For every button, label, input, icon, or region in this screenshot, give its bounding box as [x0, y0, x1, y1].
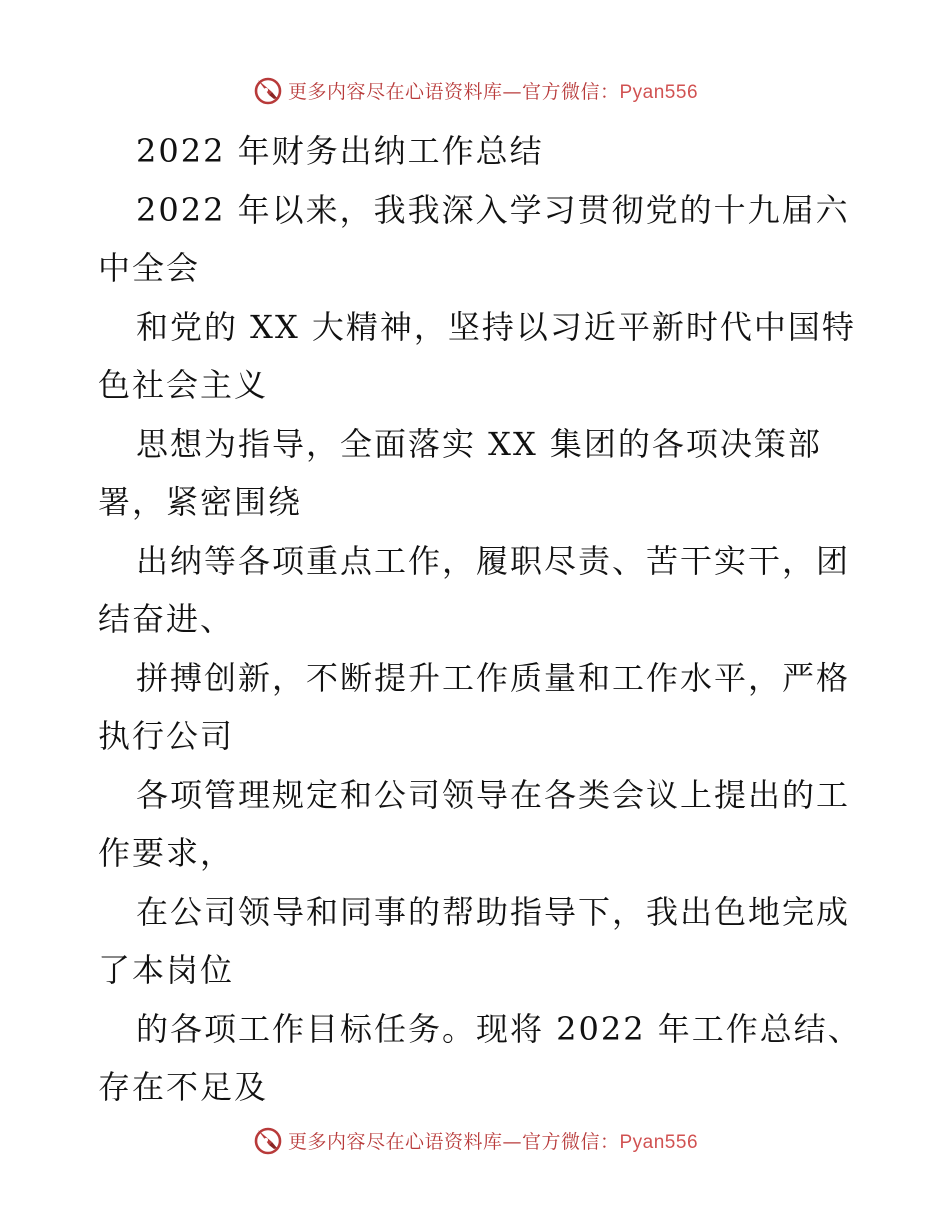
- paragraph-line: 中全会: [98, 249, 201, 287]
- header-banner-label: 更多内容尽在心语资料库—官方微信：: [287, 80, 620, 103]
- paragraph-line: 拼搏创新，不断提升工作质量和工作水平，严格: [136, 658, 851, 697]
- paragraph-line: 署，紧密围绕: [98, 483, 303, 521]
- header-banner-text: [288, 77, 698, 104]
- paragraph-line: 结奋进、: [98, 600, 235, 638]
- paragraph-line: 了本岗位: [98, 951, 235, 989]
- header-watermark-banner: [0, 70, 950, 110]
- paragraph-line: 各项管理规定和公司领导在各类会议上提出的工: [136, 775, 851, 814]
- paragraph-line: 存在不足及: [98, 1068, 269, 1106]
- footer-watermark-banner: [0, 1120, 950, 1160]
- header-banner-account: Pyan556: [619, 81, 699, 103]
- document-title: 2022 年财务出纳工作总结: [136, 132, 544, 170]
- paragraph-line: 出纳等各项重点工作，履职尽责、苦干实干，团: [136, 541, 851, 580]
- paragraph-line: 2022 年以来，我我深入学习贯彻党的十九届六: [136, 190, 850, 229]
- paragraph-line: 思想为指导，全面落实 XX 集团的各项决策部: [136, 424, 822, 463]
- paragraph-line: 的各项工作目标任务。现将 2022 年工作总结、: [136, 1009, 862, 1048]
- paragraph-line: 作要求，: [98, 834, 235, 872]
- red-pen-circle-logo-icon: [252, 1124, 284, 1156]
- footer-banner-account: Pyan556: [619, 1131, 699, 1153]
- paragraph-line: 和党的 XX 大精神，坚持以习近平新时代中国特: [136, 307, 856, 346]
- footer-banner-label: 更多内容尽在心语资料库—官方微信：: [287, 1130, 620, 1153]
- paragraph-line: 执行公司: [98, 717, 235, 755]
- red-pen-circle-logo-icon: [252, 74, 284, 106]
- paragraph-line: 在公司领导和同事的帮助指导下，我出色地完成: [136, 892, 851, 931]
- paragraph-line: 色社会主义: [98, 366, 269, 404]
- document-body: [98, 122, 862, 1117]
- footer-banner-text: [288, 1127, 698, 1154]
